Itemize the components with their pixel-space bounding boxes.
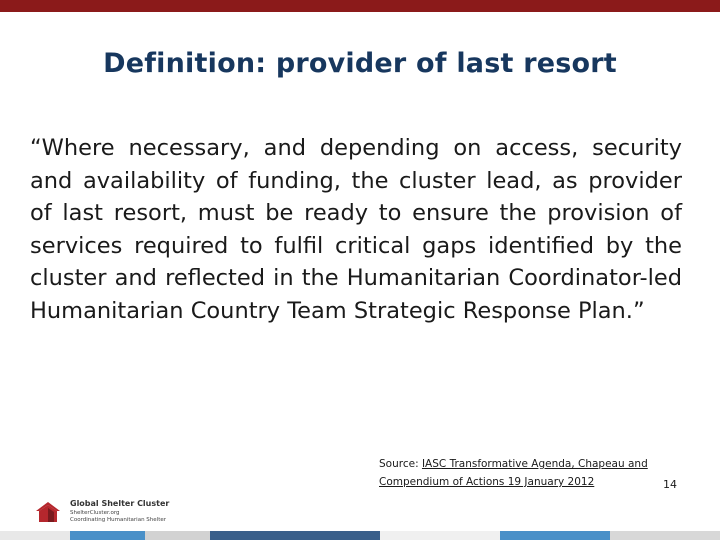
source-label: Source: [379,458,419,470]
definition-quote: “Where necessary, and depending on access, security and availability of funding, the cluster lead, as provider of last resort, must be ready to ensure the provision of services required to fulfil critical gaps identified by the cluster and reflected in the Humanitarian Coordinator-led Humanitarian Country Team Strategic Response Plan.” [30,135,682,324]
logo-name: Global Shelter Cluster [70,499,170,508]
logo-url: ShelterCluster.org [70,510,120,516]
bottom-bar-segment [500,531,610,540]
bottom-accent-bar [0,531,720,540]
slide-title: Definition: provider of last resort [103,48,617,79]
logo-tagline: Coordinating Humanitarian Shelter [70,517,166,523]
bottom-bar-segment [210,531,380,540]
shelter-house-icon [34,498,66,524]
source-citation [379,455,679,491]
bottom-bar-segment [0,531,70,540]
source-link[interactable]: IASC Transformative Agenda, Chapeau and Compendium of Actions 19 January 2012 [379,458,648,488]
top-accent-bar [0,0,720,12]
page-number: 14 [663,478,677,491]
bottom-bar-segment [145,531,210,540]
bottom-bar-segment [610,531,720,540]
bottom-bar-segment [380,531,500,540]
bottom-bar-segment [70,531,145,540]
